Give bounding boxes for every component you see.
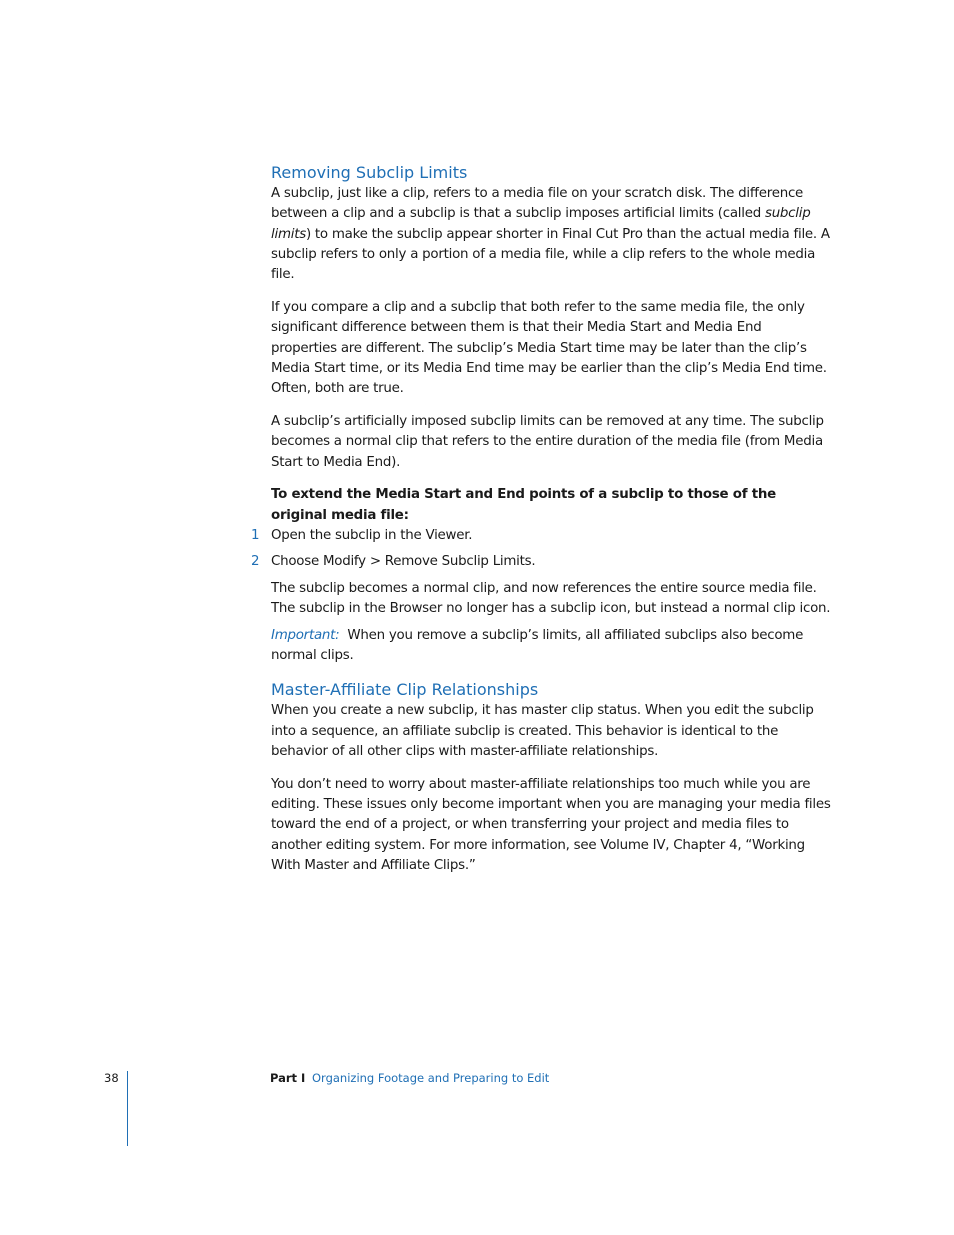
section-heading-master-affiliate: Master-Affiliate Clip Relationships: [271, 680, 539, 700]
step-2: [251, 552, 831, 572]
step-text: Choose Modify > Remove Subclip Limits.: [271, 554, 536, 570]
paragraph: A subclip’s artificially imposed subclip limits can be removed at any time. The subclip becomes a normal clip that refers to the entire duration of the media file (from Media Start to Media End).: [271, 413, 824, 470]
step-text: Open the subclip in the Viewer.: [271, 527, 473, 543]
term-subclip-limits: subclip limits: [271, 206, 811, 242]
important-label: Important:: [271, 627, 340, 643]
part-label: Part I: [270, 1071, 306, 1085]
paragraph-text: A subclip, just like a clip, refers to a media file on your scratch disk. The difference between a clip and a subclip is that a subclip imposes artificial limits (called: [271, 186, 804, 222]
step-1: [251, 526, 831, 546]
paragraph: When you create a new subclip, it has master clip status. When you edit the subclip into a sequence, an affiliate subclip is created. This behavior is identical to the behavior of all other clips with master-affiliate relationships.: [271, 703, 814, 759]
page-footer: [0, 1071, 954, 1091]
important-text: When you remove a subclip’s limits, all affiliated subclips also become normal clips.: [271, 627, 804, 663]
part-title: Organizing Footage and Preparing to Edit: [312, 1071, 550, 1085]
paragraph: [271, 184, 831, 285]
section-heading-removing-subclip-limits: Removing Subclip Limits: [271, 163, 468, 182]
task-heading: To extend the Media Start and End points of a subclip to those of the original media file:: [271, 487, 776, 523]
page-number: 38: [104, 1071, 119, 1085]
result-paragraph: The subclip becomes a normal clip, and now references the entire source media file. The subclip in the Browser no longer has a subclip icon, but instead a normal clip icon.: [271, 581, 831, 617]
paragraph: You don’t need to worry about master-affiliate relationships too much while you are editing. These issues only become important when you are managing your media files toward the end of a project, or when transferring your project and media files to another editing system. For more information, see Volume IV, Chapter 4, “Working With Master and Affiliate Clips.”: [271, 776, 831, 873]
paragraph: If you compare a clip and a subclip that both refer to the same media file, the only significant difference between them is that their Media Start and Media End properties are different. The subclip’s Media Start time may be later than the clip’s Media Start time, or its Media End time may be earlier than the clip’s Media End time. Often, both are true.: [271, 299, 827, 397]
paragraph-text: ) to make the subclip appear shorter in Final Cut Pro than the actual media file. A subclip refers to only a portion of a media file, while a clip refers to the whole media file.: [271, 226, 830, 283]
step-number: 2: [251, 554, 260, 570]
important-note: [271, 626, 831, 667]
step-number: 1: [251, 527, 260, 543]
page-content: [251, 162, 831, 876]
